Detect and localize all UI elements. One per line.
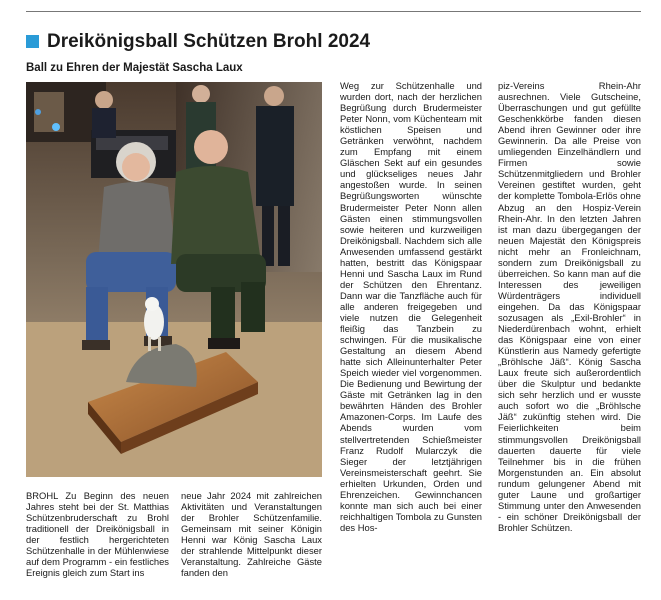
article-column-4 (498, 80, 641, 533)
article-column-3 (340, 80, 482, 533)
headline-accent-square (26, 35, 39, 48)
photo-of-royal-couple-icon (26, 82, 322, 477)
headline: Dreikönigsball Schützen Brohl 2024 (47, 31, 371, 52)
column-1-text: BROHL Zu Beginn des neuen Jahres steht bei der St. Matthias Schützenbruderschaft zu Brohl traditionell der Dreikönigsball in der festlich hergerichteten Schützenhalle in der Mühlenwiese auf dem Programm - ein festliches Ereignis gleich zum Start ins (26, 490, 169, 579)
article-column-1 (26, 490, 169, 578)
article-column-2 (181, 490, 322, 578)
subheadline: Ball zu Ehren der Majestät Sascha Laux (26, 62, 243, 74)
column-4-text: piz-Vereins Rhein-Ahr ausrechnen. Viele Gutscheine, Überraschungen und gut gefüllte Geschenkkörbe fanden diesen Abend ihren Gewinner oder ihre Gewinnerin. Da alle Preise von umliegenden Einzelhändlern und Firmen sowie Schützenmitgliedern und Brohler Vereinen gestiftet wurden, geht der komplette Tombola-Erlös ohne Abzug an den Hospiz-Verein Rhein-Ahr. In den letzten Jahren ist man dazu übergegangen der neuen Majestät den Königspreis nicht mehr an Fronleichnam, sondern zum Dreikönigsball zu überreichen. So kann man auf die Interessen des jeweiligen Würdenträgers individuell eingehen. Da das Königspaar sozusagen als „Exil-Brohler“ in Niederdürenbach wohnt, erhielt das Königspaar eine von einer Künstlerin aus Namedy gefertigte „Bröhlsche Jäß“. König Sascha Laux freute sich außerordentlich über die Skulptur und bedankte sich sehr herzlich und er wusste auch sofort wo die „Bröhlsche Jäß“ zukünftig stehen wird. Die Feierlichkeiten beim stimmungsvollen Dreikönigsball dauerten dauerte für viele Teilnehmer bis in die frühen Morgenstunden an. Ein absolut rundum gelungener Abend mit guter Laune und großartiger Stimmung unter den Anwesenden - ein schöner Dreikönigsball der Brohler Schützen. (498, 80, 641, 533)
article-photo (26, 82, 322, 477)
top-rule (26, 11, 641, 12)
column-2-text: neue Jahr 2024 mit zahlreichen Aktivitäten und Veranstaltungen der Brohler Schützenfamilie. Gemeinsam mit seiner Königin Henni war König Sascha Laux der strahlende Mittelpunkt dieser Veranstaltung. Zahlreiche Gäste fanden den (181, 490, 322, 579)
column-3-text: Weg zur Schützenhalle und wurden dort, nach der herzlichen Begrüßung durch Brudermeister Peter Nonn, vom Küchenteam mit köstlichen Speisen und Getränken verwöhnt, nachdem zum Empfang mit einem Gläschen Sekt auf ein gesundes und glückseliges neues Jahr angestoßen wurde. In seinen Begrüßungsworten wünschte Brudermeister Peter Nonn allen Gästen einen stimmungsvollen sowie heiteren und kurzweiligen Dreikönigsball. Nachdem sich alle Anwesenden umfassend gestärkt hatten, bestritt das Königspaar Henni und Sascha Laux im Rund der Schützen den Ehrentanz. Dann war die Tanzfläche auch für alle anderen freigegeben und viele nutzen die Gelegenheit fleißig das Tanzbein zu schwingen. Für die musikalische Gestaltung an diesem Abend hatte sich Alleinunterhalter Peter Speich wieder viel vorgenommen. Die Bedienung und Bewirtung der Gäste mit Getränken lag in den bewährten Händen des Brohler Amazonen-Corps. Im Laufe des Abends wurden vom stellvertretenden Schießmeister Franz Rudolf Mularczyk die Sieger der letztjährigen Vereinsmeisterschaft geehrt. Sie erhielten Urkunden, Orden und Ehrenzeichen. Gewinnchancen konnte man sich auch bei einer reichhaltigen Tombola zu Gunsten des Hos- (340, 80, 482, 533)
